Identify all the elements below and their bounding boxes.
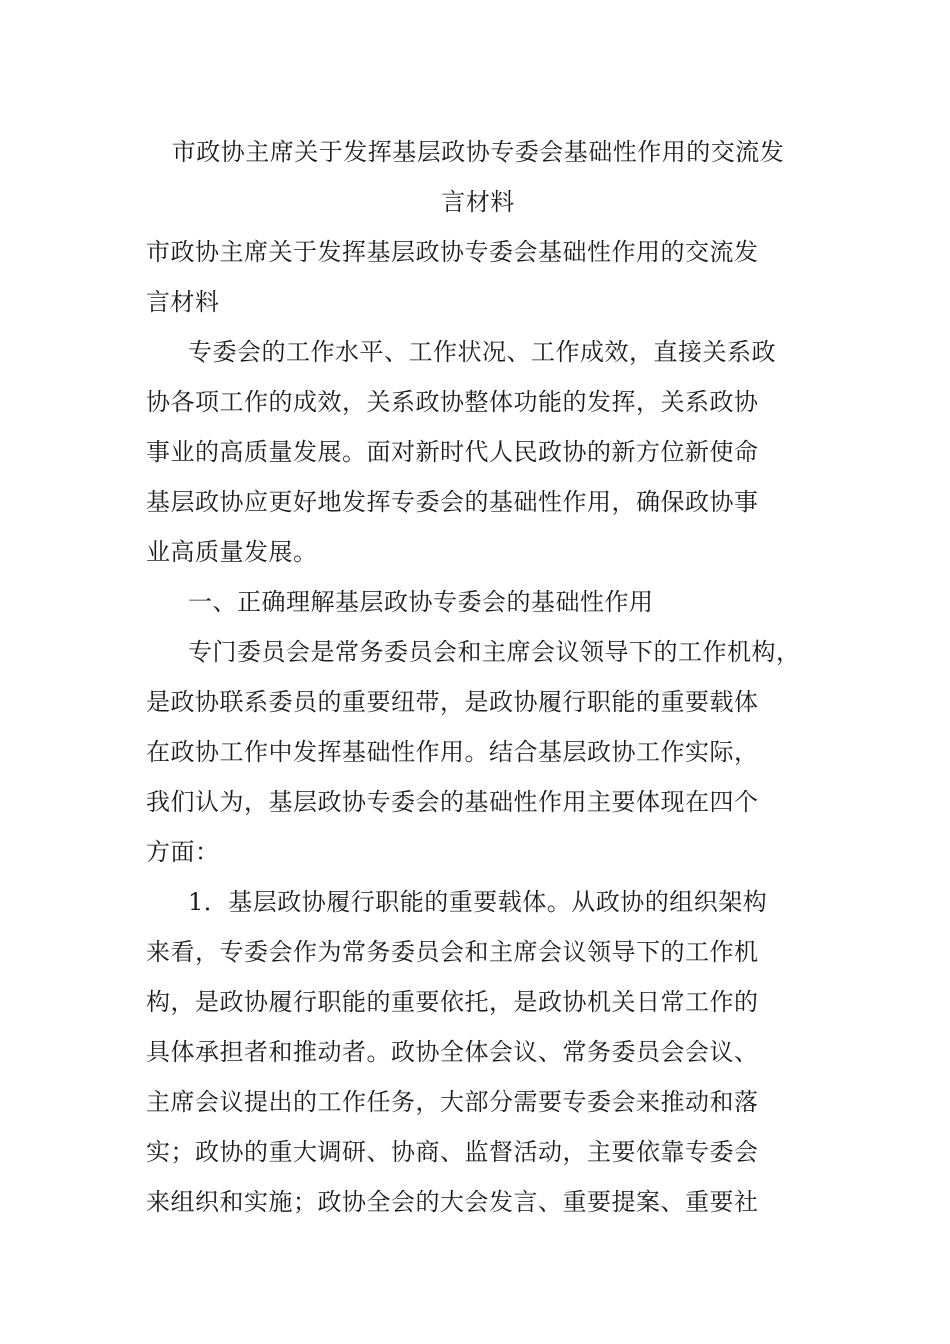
heading-repeat-line-1: 市政协主席关于发挥基层政协专委会基础性作用的交流发 — [146, 238, 759, 266]
section-heading-1: 一、正确理解基层政协专委会的基础性作用 — [188, 588, 654, 616]
paragraph-3-line-1: 1．基层政协履行职能的重要载体。从政协的组织架构 — [188, 888, 768, 916]
paragraph-3-line-4: 具体承担者和推动者。政协全体会议、常务委员会会议、 — [146, 1038, 759, 1066]
paragraph-2-line-4: 我们认为，基层政协专委会的基础性作用主要体现在四个 — [146, 788, 759, 816]
paragraph-1-line-2: 协各项工作的成效，关系政协整体功能的发挥，关系政协 — [146, 388, 759, 416]
paragraph-1-line-1: 专委会的工作水平、工作状况、工作成效，直接关系政 — [188, 338, 776, 366]
paragraph-2-line-1: 专门委员会是常务委员会和主席会议领导下的工作机构， — [188, 638, 801, 666]
paragraph-1-line-3: 事业的高质量发展。面对新时代人民政协的新方位新使命 — [146, 438, 759, 466]
paragraph-3-line-5: 主席会议提出的工作任务，大部分需要专委会来推动和落 — [146, 1088, 759, 1116]
paragraph-1-line-5: 业高质量发展。 — [146, 538, 318, 566]
document-title-line-2: 言材料 — [441, 188, 515, 216]
paragraph-1-line-4: 基层政协应更好地发挥专委会的基础性作用，确保政协事 — [146, 488, 759, 516]
paragraph-3-line-3: 构，是政协履行职能的重要依托，是政协机关日常工作的 — [146, 988, 759, 1016]
document-title-line-1: 市政协主席关于发挥基层政协专委会基础性作用的交流发 — [171, 138, 785, 166]
paragraph-3-line-6: 实；政协的重大调研、协商、监督活动，主要依靠专委会 — [146, 1138, 759, 1166]
paragraph-3-line-2: 来看，专委会作为常务委员会和主席会议领导下的工作机 — [146, 938, 759, 966]
paragraph-2-line-2: 是政协联系委员的重要纽带，是政协履行职能的重要载体 — [146, 688, 759, 716]
heading-repeat-line-2: 言材料 — [146, 288, 220, 316]
paragraph-2-line-3: 在政协工作中发挥基础性作用。结合基层政协工作实际， — [146, 738, 759, 766]
paragraph-3-line-7: 来组织和实施；政协全会的大会发言、重要提案、重要社 — [146, 1188, 759, 1216]
paragraph-2-line-5: 方面： — [146, 838, 220, 866]
